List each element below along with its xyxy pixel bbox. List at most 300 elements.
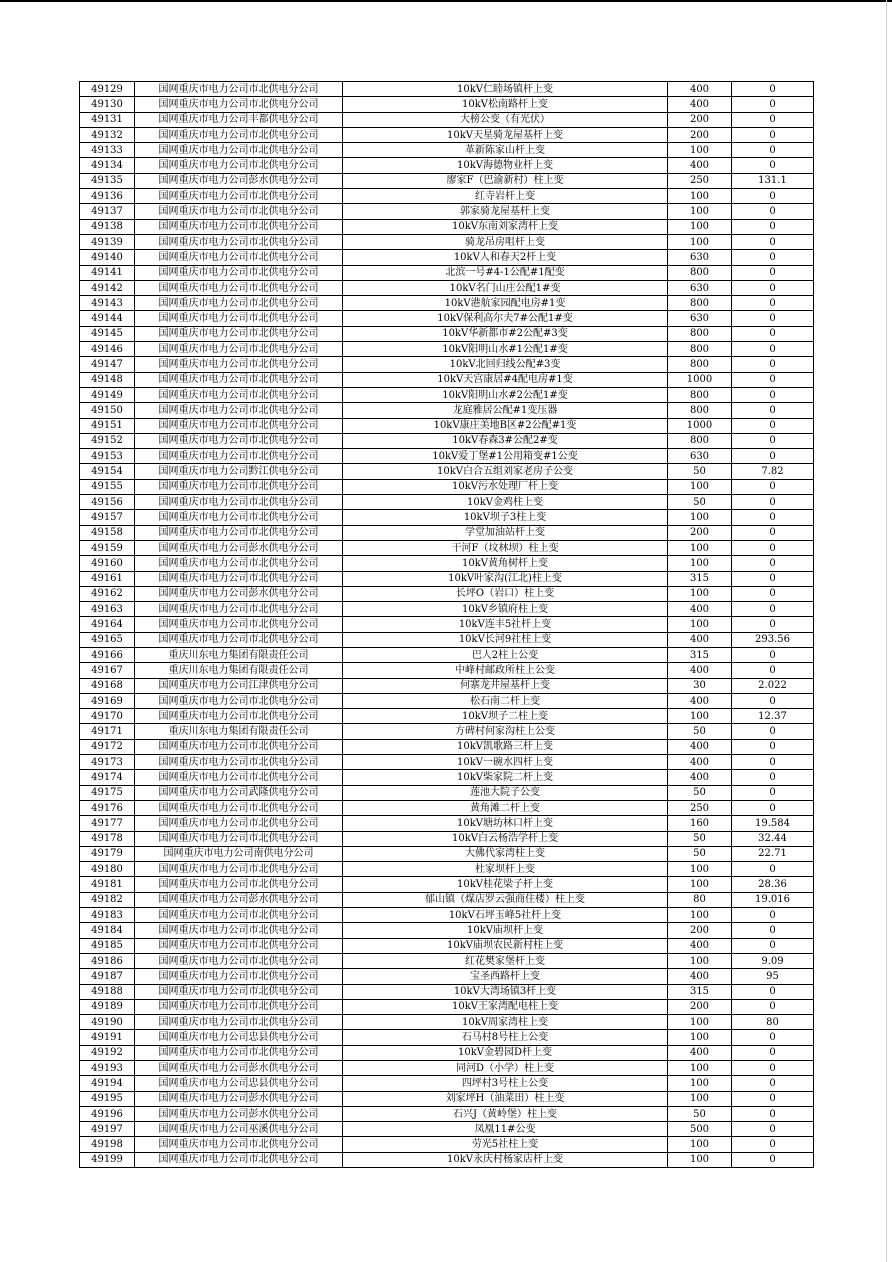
capacity-cell: 100 bbox=[668, 1152, 732, 1167]
row-id-cell: 49136 bbox=[80, 189, 135, 204]
table-row bbox=[80, 357, 814, 372]
company-cell: 国网重庆市电力公司市北供电分公司 bbox=[135, 189, 343, 204]
transformer-name-cell: 龙庭雅居公配#1变压器 bbox=[343, 403, 668, 418]
table-row bbox=[80, 510, 814, 525]
capacity-cell: 800 bbox=[668, 296, 732, 311]
row-id-cell: 49183 bbox=[80, 908, 135, 923]
company-cell: 国网重庆市电力公司忠县供电分公司 bbox=[135, 1076, 343, 1091]
row-id-cell: 49131 bbox=[80, 112, 135, 127]
capacity-cell: 1000 bbox=[668, 418, 732, 433]
capacity-cell: 100 bbox=[668, 1030, 732, 1045]
row-id-cell: 49175 bbox=[80, 785, 135, 800]
row-id-cell: 49182 bbox=[80, 892, 135, 907]
row-id-cell: 49135 bbox=[80, 173, 135, 188]
row-id-cell: 49169 bbox=[80, 693, 135, 708]
table-row bbox=[80, 280, 814, 295]
value-cell: 95 bbox=[732, 969, 814, 984]
capacity-cell: 100 bbox=[668, 586, 732, 601]
row-id-cell: 49157 bbox=[80, 510, 135, 525]
row-id-cell: 49196 bbox=[80, 1106, 135, 1121]
row-id-cell: 49168 bbox=[80, 678, 135, 693]
company-cell: 国网重庆市电力公司市北供电分公司 bbox=[135, 357, 343, 372]
capacity-cell: 1000 bbox=[668, 372, 732, 387]
company-cell: 国网重庆市电力公司市北供电分公司 bbox=[135, 800, 343, 815]
value-cell: 0 bbox=[732, 602, 814, 617]
transformer-name-cell: 红寺岩杆上变 bbox=[343, 189, 668, 204]
row-id-cell: 49151 bbox=[80, 418, 135, 433]
company-cell: 国网重庆市电力公司市北供电分公司 bbox=[135, 158, 343, 173]
row-id-cell: 49174 bbox=[80, 770, 135, 785]
transformer-name-cell: 10kV天星骑龙屋基杆上变 bbox=[343, 127, 668, 142]
transformer-name-cell: 10kV一碗水四杆上变 bbox=[343, 755, 668, 770]
capacity-cell: 100 bbox=[668, 540, 732, 555]
table-row bbox=[80, 969, 814, 984]
company-cell: 国网重庆市电力公司市北供电分公司 bbox=[135, 250, 343, 265]
capacity-cell: 315 bbox=[668, 984, 732, 999]
table-body bbox=[80, 82, 814, 1168]
company-cell: 国网重庆市电力公司市北供电分公司 bbox=[135, 571, 343, 586]
table-row bbox=[80, 219, 814, 234]
table-row bbox=[80, 831, 814, 846]
company-cell: 国网重庆市电力公司市北供电分公司 bbox=[135, 495, 343, 510]
capacity-cell: 250 bbox=[668, 800, 732, 815]
transformer-name-cell: 10kV人和春天2杆上变 bbox=[343, 250, 668, 265]
value-cell: 28.36 bbox=[732, 877, 814, 892]
capacity-cell: 100 bbox=[668, 1061, 732, 1076]
capacity-cell: 500 bbox=[668, 1122, 732, 1137]
company-cell: 国网重庆市电力公司丰都供电分公司 bbox=[135, 112, 343, 127]
transformer-name-cell: 石兴J（黄岭堡）柱上变 bbox=[343, 1106, 668, 1121]
transformer-name-cell: 10kV华新都市#2公配#3变 bbox=[343, 326, 668, 341]
transformer-name-cell: 杜家坝杆上变 bbox=[343, 862, 668, 877]
transformer-name-cell: 10kV黄角树杆上变 bbox=[343, 556, 668, 571]
transformer-name-cell: 10kV港航家园配电房#1变 bbox=[343, 296, 668, 311]
table-row bbox=[80, 372, 814, 387]
table-row bbox=[80, 1122, 814, 1137]
table-row bbox=[80, 770, 814, 785]
row-id-cell: 49178 bbox=[80, 831, 135, 846]
transformer-name-cell: 10kV仁睦场镇杆上变 bbox=[343, 82, 668, 97]
table-row bbox=[80, 709, 814, 724]
value-cell: 0 bbox=[732, 433, 814, 448]
row-id-cell: 49195 bbox=[80, 1091, 135, 1106]
row-id-cell: 49152 bbox=[80, 433, 135, 448]
capacity-cell: 800 bbox=[668, 403, 732, 418]
company-cell: 国网重庆市电力公司市北供电分公司 bbox=[135, 296, 343, 311]
row-id-cell: 49155 bbox=[80, 479, 135, 494]
company-cell: 国网重庆市电力公司彭水供电分公司 bbox=[135, 540, 343, 555]
table-row bbox=[80, 602, 814, 617]
row-id-cell: 49164 bbox=[80, 617, 135, 632]
company-cell: 国网重庆市电力公司彭水供电分公司 bbox=[135, 586, 343, 601]
row-id-cell: 49140 bbox=[80, 250, 135, 265]
capacity-cell: 400 bbox=[668, 969, 732, 984]
row-id-cell: 49180 bbox=[80, 862, 135, 877]
capacity-cell: 800 bbox=[668, 342, 732, 357]
capacity-cell: 100 bbox=[668, 143, 732, 158]
company-cell: 国网重庆市电力公司彭水供电分公司 bbox=[135, 1061, 343, 1076]
company-cell: 重庆川东电力集团有限责任公司 bbox=[135, 724, 343, 739]
transformer-name-cell: 宝圣西路杆上变 bbox=[343, 969, 668, 984]
transformer-name-cell: 10kV康庄美地B区#2公配#1变 bbox=[343, 418, 668, 433]
value-cell: 0 bbox=[732, 158, 814, 173]
row-id-cell: 49138 bbox=[80, 219, 135, 234]
row-id-cell: 49144 bbox=[80, 311, 135, 326]
value-cell: 0 bbox=[732, 1030, 814, 1045]
company-cell: 国网重庆市电力公司彭水供电分公司 bbox=[135, 173, 343, 188]
value-cell: 0 bbox=[732, 724, 814, 739]
company-cell: 国网重庆市电力公司市北供电分公司 bbox=[135, 1015, 343, 1030]
transformer-name-cell: 方碑村何家沟柱上公变 bbox=[343, 724, 668, 739]
transformer-name-cell: 10kV金鸡柱上变 bbox=[343, 495, 668, 510]
row-id-cell: 49149 bbox=[80, 387, 135, 402]
capacity-cell: 100 bbox=[668, 908, 732, 923]
company-cell: 国网重庆市电力公司市北供电分公司 bbox=[135, 387, 343, 402]
table-row bbox=[80, 311, 814, 326]
company-cell: 国网重庆市电力公司市北供电分公司 bbox=[135, 755, 343, 770]
table-row bbox=[80, 1030, 814, 1045]
table-row bbox=[80, 540, 814, 555]
value-cell: 0 bbox=[732, 1106, 814, 1121]
row-id-cell: 49171 bbox=[80, 724, 135, 739]
row-id-cell: 49148 bbox=[80, 372, 135, 387]
table-row bbox=[80, 800, 814, 815]
company-cell: 国网重庆市电力公司彭水供电分公司 bbox=[135, 1106, 343, 1121]
transformer-name-cell: 骑龙吊房咀杆上变 bbox=[343, 234, 668, 249]
value-cell: 19.584 bbox=[732, 816, 814, 831]
row-id-cell: 49147 bbox=[80, 357, 135, 372]
company-cell: 国网重庆市电力公司市北供电分公司 bbox=[135, 342, 343, 357]
value-cell: 0 bbox=[732, 234, 814, 249]
row-id-cell: 49150 bbox=[80, 403, 135, 418]
row-id-cell: 49185 bbox=[80, 938, 135, 953]
value-cell: 0 bbox=[732, 265, 814, 280]
capacity-cell: 400 bbox=[668, 755, 732, 770]
capacity-cell: 400 bbox=[668, 739, 732, 754]
table-row bbox=[80, 1061, 814, 1076]
transformer-name-cell: 红花樊家堡杆上变 bbox=[343, 953, 668, 968]
capacity-cell: 100 bbox=[668, 1091, 732, 1106]
company-cell: 国网重庆市电力公司市北供电分公司 bbox=[135, 97, 343, 112]
company-cell: 国网重庆市电力公司市北供电分公司 bbox=[135, 204, 343, 219]
row-id-cell: 49133 bbox=[80, 143, 135, 158]
table-row bbox=[80, 999, 814, 1014]
transformer-name-cell: 10kV海德物业杆上变 bbox=[343, 158, 668, 173]
transformer-name-cell: 刘家坪H（油菜田）柱上变 bbox=[343, 1091, 668, 1106]
company-cell: 国网重庆市电力公司市北供电分公司 bbox=[135, 403, 343, 418]
capacity-cell: 800 bbox=[668, 265, 732, 280]
transformer-name-cell: 10kV污水处理厂杆上变 bbox=[343, 479, 668, 494]
transformer-name-cell: 郭家骑龙屋基杆上变 bbox=[343, 204, 668, 219]
capacity-cell: 50 bbox=[668, 464, 732, 479]
table-row bbox=[80, 632, 814, 647]
transformer-name-cell: 10kV叶家沟(江北)柱上变 bbox=[343, 571, 668, 586]
value-cell: 0 bbox=[732, 418, 814, 433]
value-cell: 0 bbox=[732, 1045, 814, 1060]
table-row bbox=[80, 785, 814, 800]
transformer-name-cell: 10kV坝子3柱上变 bbox=[343, 510, 668, 525]
company-cell: 国网重庆市电力公司市北供电分公司 bbox=[135, 265, 343, 280]
company-cell: 重庆川东电力集团有限责任公司 bbox=[135, 647, 343, 662]
capacity-cell: 800 bbox=[668, 357, 732, 372]
capacity-cell: 50 bbox=[668, 1106, 732, 1121]
table-row bbox=[80, 938, 814, 953]
company-cell: 国网重庆市电力公司市北供电分公司 bbox=[135, 418, 343, 433]
transformer-name-cell: 10kV东南刘家湾杆上变 bbox=[343, 219, 668, 234]
transformer-name-cell: 10kV永庆村杨家店杆上变 bbox=[343, 1152, 668, 1167]
capacity-cell: 50 bbox=[668, 831, 732, 846]
row-id-cell: 49159 bbox=[80, 540, 135, 555]
value-cell: 12.37 bbox=[732, 709, 814, 724]
value-cell: 0 bbox=[732, 770, 814, 785]
table-row bbox=[80, 1106, 814, 1121]
company-cell: 国网重庆市电力公司市北供电分公司 bbox=[135, 1137, 343, 1152]
capacity-cell: 30 bbox=[668, 678, 732, 693]
row-id-cell: 49173 bbox=[80, 755, 135, 770]
transformer-name-cell: 石马村8号柱上公变 bbox=[343, 1030, 668, 1045]
table-row bbox=[80, 953, 814, 968]
row-id-cell: 49143 bbox=[80, 296, 135, 311]
transformer-name-cell: 10kV阳明山水#2公配1#变 bbox=[343, 387, 668, 402]
value-cell: 0 bbox=[732, 387, 814, 402]
company-cell: 国网重庆市电力公司市北供电分公司 bbox=[135, 311, 343, 326]
capacity-cell: 100 bbox=[668, 1015, 732, 1030]
value-cell: 0 bbox=[732, 342, 814, 357]
capacity-cell: 200 bbox=[668, 112, 732, 127]
table-row bbox=[80, 342, 814, 357]
capacity-cell: 630 bbox=[668, 449, 732, 464]
transformer-name-cell: 大榜公变（有光伏） bbox=[343, 112, 668, 127]
transformer-name-cell: 10kV凯歌路三杆上变 bbox=[343, 739, 668, 754]
capacity-cell: 100 bbox=[668, 510, 732, 525]
value-cell: 19.016 bbox=[732, 892, 814, 907]
transformer-name-cell: 10kV庙坝农民新村柱上变 bbox=[343, 938, 668, 953]
capacity-cell: 100 bbox=[668, 953, 732, 968]
value-cell: 0 bbox=[732, 326, 814, 341]
table-row bbox=[80, 984, 814, 999]
row-id-cell: 49172 bbox=[80, 739, 135, 754]
transformer-name-cell: 10kV柴家院二杆上变 bbox=[343, 770, 668, 785]
value-cell: 0 bbox=[732, 296, 814, 311]
value-cell: 0 bbox=[732, 938, 814, 953]
capacity-cell: 100 bbox=[668, 479, 732, 494]
capacity-cell: 630 bbox=[668, 250, 732, 265]
value-cell: 0 bbox=[732, 785, 814, 800]
table-row bbox=[80, 143, 814, 158]
row-id-cell: 49162 bbox=[80, 586, 135, 601]
transformer-name-cell: 10kV阳明山水#1公配1#变 bbox=[343, 342, 668, 357]
table-row bbox=[80, 739, 814, 754]
table-row bbox=[80, 846, 814, 861]
transformer-name-cell: 10kV塘坊林口杆上变 bbox=[343, 816, 668, 831]
value-cell: 0 bbox=[732, 617, 814, 632]
company-cell: 国网重庆市电力公司市北供电分公司 bbox=[135, 219, 343, 234]
value-cell: 0 bbox=[732, 586, 814, 601]
transformer-name-cell: 凤凰11#公变 bbox=[343, 1122, 668, 1137]
value-cell: 0 bbox=[732, 800, 814, 815]
value-cell: 0 bbox=[732, 1152, 814, 1167]
transformer-name-cell: 松石南二杆上变 bbox=[343, 693, 668, 708]
value-cell: 80 bbox=[732, 1015, 814, 1030]
value-cell: 0 bbox=[732, 219, 814, 234]
row-id-cell: 49197 bbox=[80, 1122, 135, 1137]
table-row bbox=[80, 816, 814, 831]
value-cell: 0 bbox=[732, 862, 814, 877]
table-row bbox=[80, 693, 814, 708]
transformer-name-cell: 郁山镇（煤店罗云强商住楼）柱上变 bbox=[343, 892, 668, 907]
transformer-name-cell: 10kV北回归线公配#3变 bbox=[343, 357, 668, 372]
value-cell: 0 bbox=[732, 739, 814, 754]
row-id-cell: 49165 bbox=[80, 632, 135, 647]
row-id-cell: 49130 bbox=[80, 97, 135, 112]
capacity-cell: 400 bbox=[668, 97, 732, 112]
value-cell: 0 bbox=[732, 923, 814, 938]
company-cell: 国网重庆市电力公司市北供电分公司 bbox=[135, 525, 343, 540]
transformer-name-cell: 10kV坝子二柱上变 bbox=[343, 709, 668, 724]
row-id-cell: 49139 bbox=[80, 234, 135, 249]
row-id-cell: 49132 bbox=[80, 127, 135, 142]
company-cell: 国网重庆市电力公司市北供电分公司 bbox=[135, 984, 343, 999]
company-cell: 国网重庆市电力公司市北供电分公司 bbox=[135, 280, 343, 295]
company-cell: 国网重庆市电力公司市北供电分公司 bbox=[135, 908, 343, 923]
company-cell: 国网重庆市电力公司市北供电分公司 bbox=[135, 556, 343, 571]
capacity-cell: 400 bbox=[668, 632, 732, 647]
company-cell: 国网重庆市电力公司市北供电分公司 bbox=[135, 433, 343, 448]
company-cell: 国网重庆市电力公司黔江供电分公司 bbox=[135, 464, 343, 479]
company-cell: 国网重庆市电力公司市北供电分公司 bbox=[135, 510, 343, 525]
capacity-cell: 50 bbox=[668, 785, 732, 800]
value-cell: 0 bbox=[732, 540, 814, 555]
capacity-cell: 400 bbox=[668, 770, 732, 785]
company-cell: 国网重庆市电力公司市北供电分公司 bbox=[135, 923, 343, 938]
company-cell: 国网重庆市电力公司市北供电分公司 bbox=[135, 372, 343, 387]
value-cell: 0 bbox=[732, 204, 814, 219]
row-id-cell: 49184 bbox=[80, 923, 135, 938]
value-cell: 0 bbox=[732, 97, 814, 112]
table-row bbox=[80, 892, 814, 907]
capacity-cell: 400 bbox=[668, 158, 732, 173]
row-id-cell: 49192 bbox=[80, 1045, 135, 1060]
table-row bbox=[80, 97, 814, 112]
row-id-cell: 49158 bbox=[80, 525, 135, 540]
company-cell: 国网重庆市电力公司市北供电分公司 bbox=[135, 234, 343, 249]
capacity-cell: 100 bbox=[668, 617, 732, 632]
row-id-cell: 49190 bbox=[80, 1015, 135, 1030]
table-row bbox=[80, 571, 814, 586]
value-cell: 0 bbox=[732, 1122, 814, 1137]
capacity-cell: 315 bbox=[668, 571, 732, 586]
value-cell: 0 bbox=[732, 571, 814, 586]
transformer-name-cell: 10kV天宫康居#4配电房#1变 bbox=[343, 372, 668, 387]
table-row bbox=[80, 112, 814, 127]
value-cell: 0 bbox=[732, 1076, 814, 1091]
transformer-name-cell: 10kV保利高尔夫7#公配1#变 bbox=[343, 311, 668, 326]
capacity-cell: 400 bbox=[668, 82, 732, 97]
table-row bbox=[80, 862, 814, 877]
value-cell: 9.09 bbox=[732, 953, 814, 968]
table-row bbox=[80, 1015, 814, 1030]
transformer-name-cell: 长坪O（岩口）柱上变 bbox=[343, 586, 668, 601]
transformer-name-cell: 大佛代家湾柱上变 bbox=[343, 846, 668, 861]
capacity-cell: 100 bbox=[668, 219, 732, 234]
capacity-cell: 50 bbox=[668, 724, 732, 739]
table-row bbox=[80, 678, 814, 693]
table-row bbox=[80, 586, 814, 601]
company-cell: 国网重庆市电力公司市北供电分公司 bbox=[135, 999, 343, 1014]
company-cell: 国网重庆市电力公司市北供电分公司 bbox=[135, 862, 343, 877]
value-cell: 0 bbox=[732, 984, 814, 999]
row-id-cell: 49191 bbox=[80, 1030, 135, 1045]
value-cell: 0 bbox=[732, 280, 814, 295]
transformer-table bbox=[79, 81, 814, 1168]
table-row bbox=[80, 1076, 814, 1091]
table-row bbox=[80, 908, 814, 923]
value-cell: 0 bbox=[732, 449, 814, 464]
capacity-cell: 100 bbox=[668, 234, 732, 249]
company-cell: 国网重庆市电力公司市北供电分公司 bbox=[135, 693, 343, 708]
row-id-cell: 49156 bbox=[80, 495, 135, 510]
row-id-cell: 49189 bbox=[80, 999, 135, 1014]
capacity-cell: 800 bbox=[668, 433, 732, 448]
transformer-name-cell: 劳光5社柱上变 bbox=[343, 1137, 668, 1152]
transformer-name-cell: 10kV庙坝杆上变 bbox=[343, 923, 668, 938]
company-cell: 国网重庆市电力公司市北供电分公司 bbox=[135, 479, 343, 494]
value-cell: 0 bbox=[732, 189, 814, 204]
value-cell: 0 bbox=[732, 525, 814, 540]
row-id-cell: 49187 bbox=[80, 969, 135, 984]
row-id-cell: 49186 bbox=[80, 953, 135, 968]
capacity-cell: 200 bbox=[668, 923, 732, 938]
company-cell: 国网重庆市电力公司彭水供电分公司 bbox=[135, 1091, 343, 1106]
transformer-name-cell: 10kV大湾场镇3杆上变 bbox=[343, 984, 668, 999]
row-id-cell: 49137 bbox=[80, 204, 135, 219]
company-cell: 国网重庆市电力公司市北供电分公司 bbox=[135, 739, 343, 754]
transformer-name-cell: 巴人2柱上公变 bbox=[343, 647, 668, 662]
transformer-name-cell: 10kV白合五组刘家老房子公变 bbox=[343, 464, 668, 479]
transformer-name-cell: 莲池大院子公变 bbox=[343, 785, 668, 800]
value-cell: 7.82 bbox=[732, 464, 814, 479]
row-id-cell: 49153 bbox=[80, 449, 135, 464]
value-cell: 0 bbox=[732, 908, 814, 923]
row-id-cell: 49188 bbox=[80, 984, 135, 999]
company-cell: 国网重庆市电力公司市北供电分公司 bbox=[135, 877, 343, 892]
row-id-cell: 49170 bbox=[80, 709, 135, 724]
company-cell: 国网重庆市电力公司市北供电分公司 bbox=[135, 617, 343, 632]
value-cell: 0 bbox=[732, 999, 814, 1014]
capacity-cell: 100 bbox=[668, 877, 732, 892]
transformer-name-cell: 10kV长河9社柱上变 bbox=[343, 632, 668, 647]
value-cell: 0 bbox=[732, 372, 814, 387]
company-cell: 国网重庆市电力公司市北供电分公司 bbox=[135, 326, 343, 341]
table-row bbox=[80, 495, 814, 510]
transformer-name-cell: 10kV桂花梁子杆上变 bbox=[343, 877, 668, 892]
table-row bbox=[80, 189, 814, 204]
value-cell: 0 bbox=[732, 357, 814, 372]
table-row bbox=[80, 433, 814, 448]
table-row bbox=[80, 663, 814, 678]
company-cell: 国网重庆市电力公司市北供电分公司 bbox=[135, 143, 343, 158]
table-row bbox=[80, 418, 814, 433]
company-cell: 国网重庆市电力公司巫溪供电分公司 bbox=[135, 1122, 343, 1137]
transformer-name-cell: 10kV王家湾配电柱上变 bbox=[343, 999, 668, 1014]
capacity-cell: 200 bbox=[668, 525, 732, 540]
capacity-cell: 80 bbox=[668, 892, 732, 907]
value-cell: 0 bbox=[732, 510, 814, 525]
capacity-cell: 400 bbox=[668, 602, 732, 617]
transformer-name-cell: 北滨一号#4-1公配#1配变 bbox=[343, 265, 668, 280]
company-cell: 国网重庆市电力公司市北供电分公司 bbox=[135, 449, 343, 464]
value-cell: 0 bbox=[732, 479, 814, 494]
